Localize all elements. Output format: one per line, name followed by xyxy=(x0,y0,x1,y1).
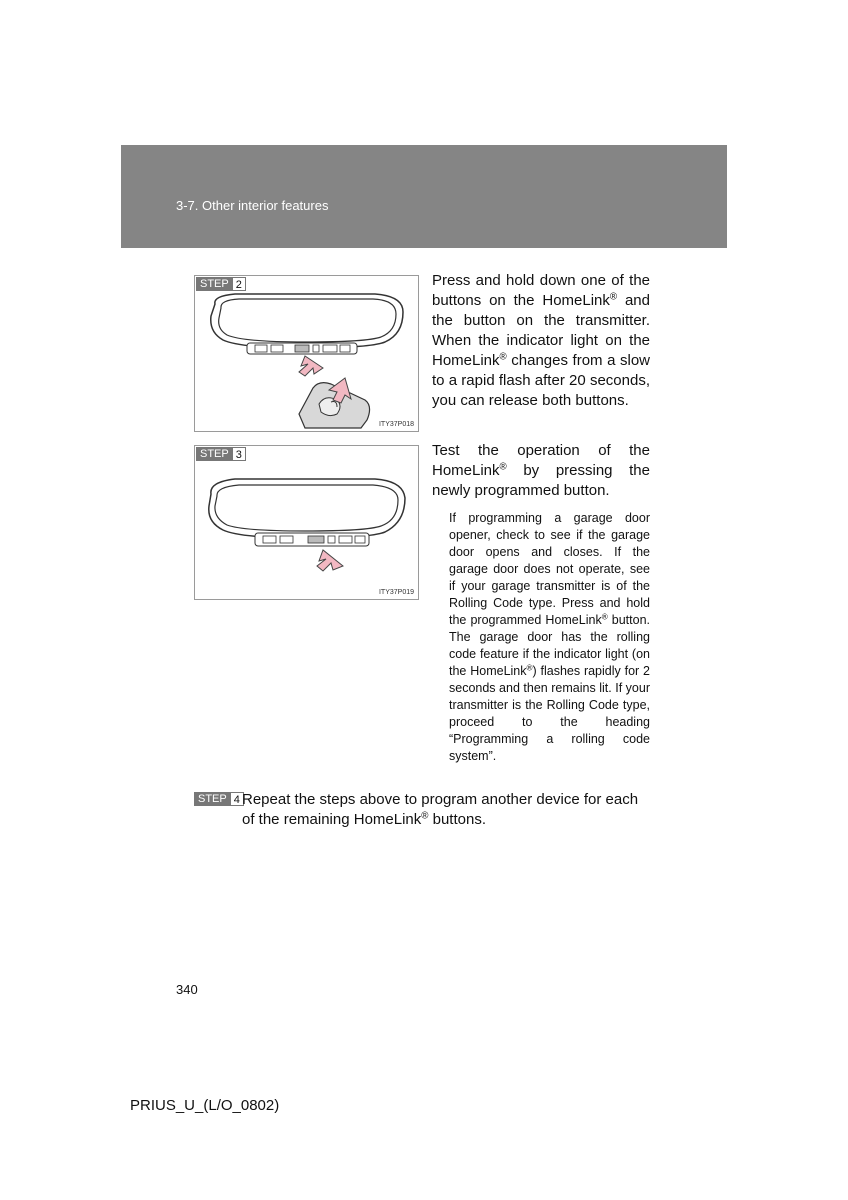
power-button xyxy=(355,536,365,543)
rolling-code-note: If programming a garage door opener, check to see if the garage door opens and closes. If the garage door does not operate, see if your garage transmitter is of the Rolling Code type. Press and hold the programmed HomeLink® button. The garage door has the rolling code feature if the indicator light (on the HomeLink®) flashes rapidly for 2 seconds and then remains lit. If your transmitter is the Rolling Code type, proceed to the heading “Programming a rolling code system”. xyxy=(449,511,651,763)
figure-step-3 xyxy=(194,445,419,600)
document-code: PRIUS_U_(L/O_0802) xyxy=(130,1097,280,1114)
figure-code: ITY37P019 xyxy=(378,589,414,596)
step-label: STEP xyxy=(196,447,233,461)
step-3-tag xyxy=(196,447,246,461)
power-button xyxy=(340,345,350,352)
step-number: 3 xyxy=(233,447,246,461)
page-number: 340 xyxy=(176,982,198,997)
header-band xyxy=(121,145,727,248)
step-3-text: Test the operation of the HomeLink® by pressing the newly programmed button. xyxy=(432,442,650,499)
press-arrow-icon xyxy=(317,550,343,571)
step-number: 4 xyxy=(231,792,244,806)
homelink-button-3 xyxy=(308,536,324,543)
press-arrow-icon xyxy=(299,356,323,376)
step-label: STEP xyxy=(194,792,231,806)
step-4-text: Repeat the steps above to program another device for each of the remaining HomeLink® buttons. xyxy=(242,791,639,828)
auto-dim-button xyxy=(339,536,352,543)
section-title: 3-7. Other interior features xyxy=(176,198,329,213)
step-label: STEP xyxy=(196,277,233,291)
mirror-illustration xyxy=(195,446,418,599)
homelink-button-1 xyxy=(263,536,276,543)
indicator-light xyxy=(313,345,319,352)
homelink-button-3 xyxy=(295,345,309,352)
figure-code: ITY37P018 xyxy=(378,421,414,428)
figure-step-2 xyxy=(194,275,419,432)
step-4-tag xyxy=(194,792,244,806)
homelink-button-2 xyxy=(280,536,293,543)
homelink-button-2 xyxy=(271,345,283,352)
step-2-tag xyxy=(196,277,246,291)
mirror-glass xyxy=(215,485,398,531)
step-2-text: Press and hold down one of the buttons on the HomeLink® and the button on the transmitter. When the indicator light on the HomeLink® changes from a slow to a rapid flash after 20 seconds, you can release both buttons. xyxy=(432,272,650,409)
mirror-glass xyxy=(219,299,396,342)
auto-dim-button xyxy=(323,345,337,352)
homelink-button-1 xyxy=(255,345,267,352)
mirror-remote-illustration xyxy=(195,276,418,431)
step-number: 2 xyxy=(233,277,246,291)
indicator-light xyxy=(328,536,335,543)
